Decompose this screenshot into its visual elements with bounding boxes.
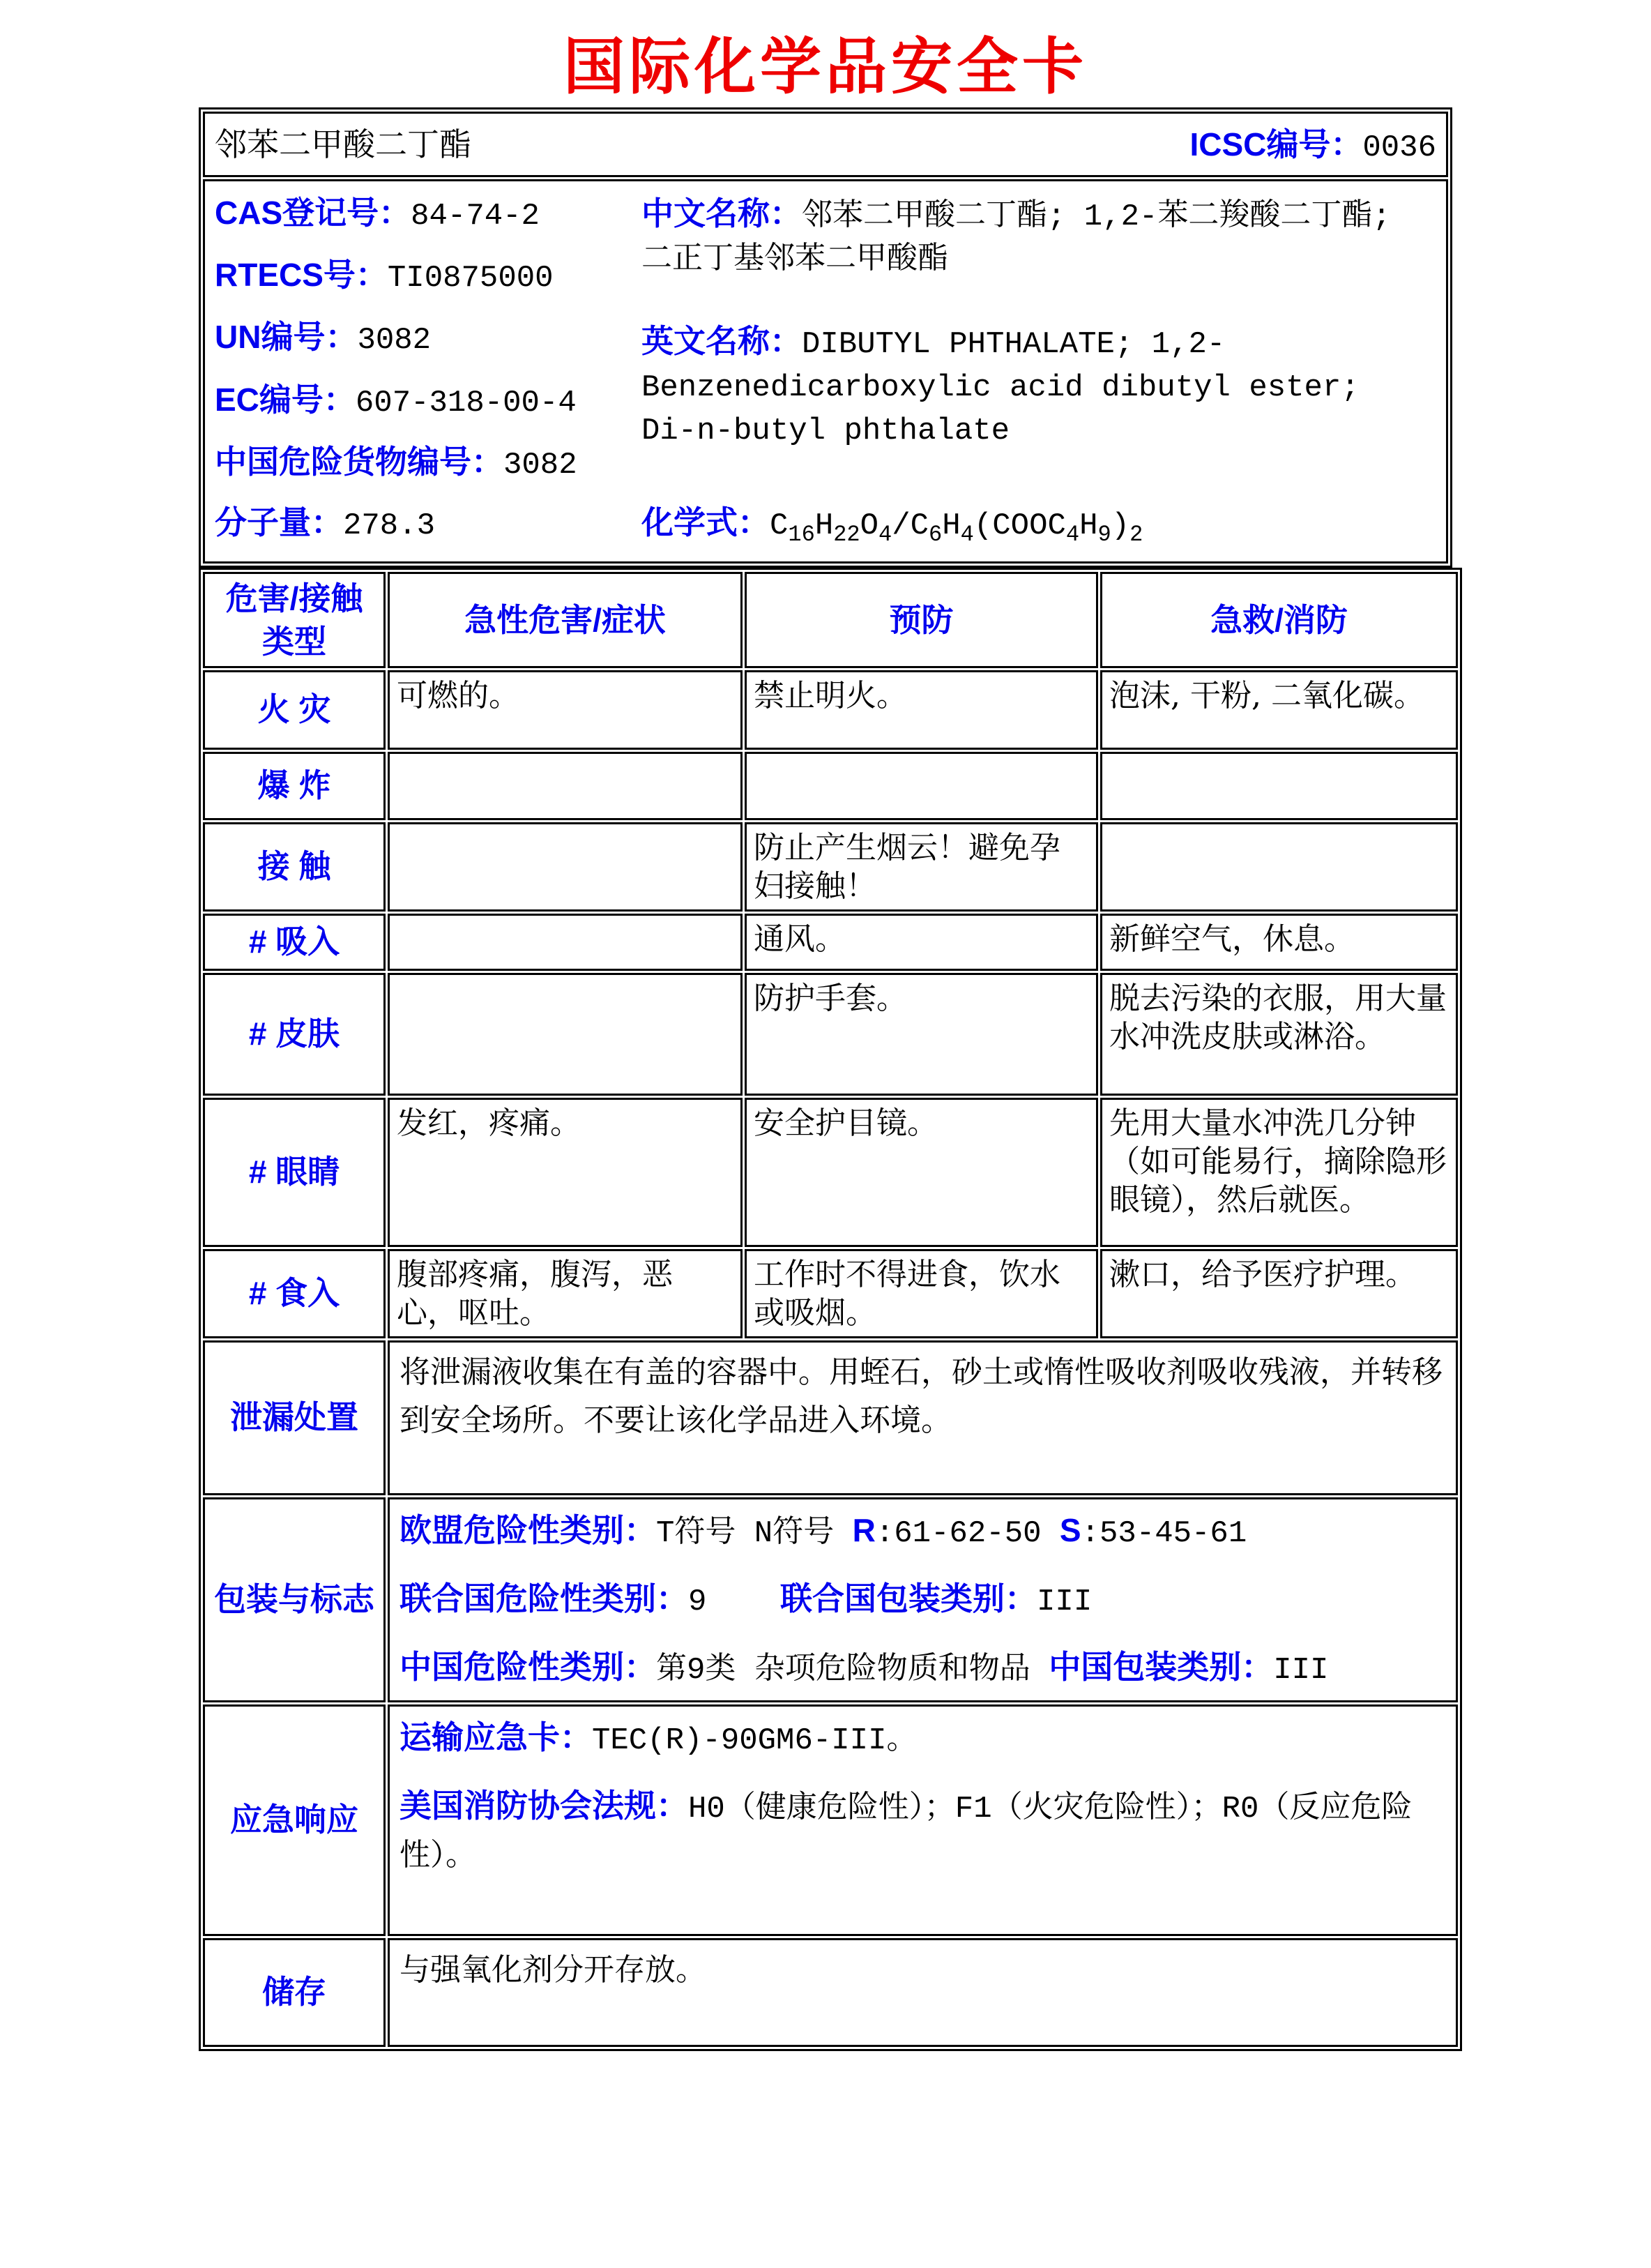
hazard-row-label: 爆 炸 <box>203 752 386 820</box>
hazard-span-row <box>203 1704 1458 1936</box>
formula-label: 化学式： <box>641 504 770 540</box>
registry-number-label: 中国危险货物编号： <box>215 443 503 480</box>
header-prevention: 预防 <box>745 572 1098 668</box>
field-label: 中国包装类别： <box>1049 1649 1274 1686</box>
hazard-row <box>203 822 1458 912</box>
hazard-header-row <box>203 572 1458 668</box>
hazard-cell-prevention: 安全护目镜。 <box>745 1098 1098 1247</box>
hazard-span-content <box>388 1704 1458 1936</box>
hazard-row <box>203 670 1458 750</box>
hazard-cell-symptoms: 腹部疼痛，腹泻，恶心，呕吐。 <box>388 1249 743 1338</box>
hazard-cell-symptoms <box>388 822 743 912</box>
header-acute-symptoms: 急性危害/症状 <box>388 572 743 668</box>
registry-number-label: CAS登记号： <box>215 195 411 231</box>
content-line <box>400 1947 1446 1995</box>
field-label: 中国危险性类别： <box>400 1649 656 1686</box>
registry-number-label: RTECS号： <box>215 257 388 294</box>
content-line <box>400 1575 1446 1625</box>
registry-number-label: UN编号： <box>215 319 358 356</box>
hazard-row-label: 泄漏处置 <box>203 1340 386 1495</box>
hazard-cell-prevention: 防止产生烟云！避免孕妇接触！ <box>745 822 1098 912</box>
hazard-row <box>203 914 1458 971</box>
registry-number-value: 3082 <box>357 323 432 358</box>
hazard-row-label: 接 触 <box>203 822 386 912</box>
hazard-span-content <box>388 1340 1458 1495</box>
hazard-row <box>203 752 1458 820</box>
field-label: 联合国包装类别： <box>780 1580 1037 1617</box>
registry-number-value: 3082 <box>503 447 577 483</box>
hazard-cell-symptoms: 发红，疼痛。 <box>388 1098 743 1247</box>
molecular-weight-label: 分子量： <box>215 504 343 540</box>
hazard-cell-first-aid: 先用大量水冲洗几分钟（如可能易行，摘除隐形眼镜），然后就医。 <box>1100 1098 1458 1247</box>
registry-number-line <box>215 255 641 298</box>
registry-number-value: 84-74-2 <box>411 199 540 234</box>
info-table <box>199 107 1452 568</box>
header-first-aid: 急救/消防 <box>1100 572 1458 668</box>
registry-number-line <box>215 379 641 423</box>
hazard-row-label: # 皮肤 <box>203 973 386 1096</box>
chinese-name-value: 邻苯二甲酸二丁酯; 1,2-苯二羧酸二丁酯; 二正丁基邻苯二甲酸酯 <box>641 199 1391 278</box>
hazard-row-label: 储存 <box>203 1938 386 2047</box>
icsc-value: 0036 <box>1362 130 1436 165</box>
field-value: :61-62-50 <box>875 1516 1060 1552</box>
field-value: :53-45-61 <box>1081 1516 1247 1552</box>
formula-value: $C_{16}H_{22}O_4/C_6H_4(COOC_4H_9)_2$ <box>770 508 1143 547</box>
hazard-span-row <box>203 1340 1458 1495</box>
field-label: 欧盟危险性类别： <box>400 1512 656 1549</box>
substance-header-row <box>203 112 1448 177</box>
registry-number-list <box>215 192 641 504</box>
content-line <box>400 1782 1446 1880</box>
hazard-cell-symptoms <box>388 752 743 820</box>
content-line <box>400 1506 1446 1557</box>
hazard-cell-symptoms: 可燃的。 <box>388 670 743 750</box>
field-label: 美国消防协会法规： <box>400 1787 688 1824</box>
hazard-row <box>203 1098 1458 1247</box>
hazard-row-label: # 吸入 <box>203 914 386 971</box>
header-hazard-type: 危害/接触类型 <box>203 572 386 668</box>
content-line <box>400 1350 1446 1446</box>
registry-number-line <box>215 192 641 236</box>
icsc-document-page <box>0 32 1651 2268</box>
hazard-table-body <box>203 670 1458 2047</box>
hazard-row <box>203 973 1458 1096</box>
hazard-cell-first-aid <box>1100 752 1458 820</box>
names-column <box>641 192 1436 545</box>
english-name-label: 英文名称： <box>641 322 802 359</box>
chinese-name-paragraph <box>641 192 1432 281</box>
registry-number-line <box>215 441 641 485</box>
identification-row <box>203 179 1448 564</box>
hazard-table <box>199 568 1462 2051</box>
field-label: S <box>1059 1512 1081 1549</box>
hazard-span-row <box>203 1938 1458 2047</box>
field-value: 将泄漏液收集在有盖的容器中。用蛭石，砂土或惰性吸收剂吸收残液，并转移到安全场所。不要让该化学品进入环境。 <box>400 1357 1443 1441</box>
field-label: 运输应急卡： <box>400 1719 592 1756</box>
hazard-cell-first-aid: 脱去污染的衣服，用大量水冲洗皮肤或淋浴。 <box>1100 973 1458 1096</box>
english-name-paragraph <box>641 320 1432 452</box>
card-body <box>199 107 1452 2051</box>
hazard-span-content <box>388 1497 1458 1702</box>
hazard-cell-prevention <box>745 752 1098 820</box>
hazard-cell-first-aid: 泡沫, 干粉, 二氧化碳。 <box>1100 670 1458 750</box>
hazard-cell-symptoms <box>388 973 743 1096</box>
hazard-row <box>203 1249 1458 1338</box>
field-value: T符号 N符号 <box>656 1516 853 1552</box>
registry-numbers-column <box>215 192 641 545</box>
field-value: TEC(R)-90GM6-III。 <box>592 1723 918 1759</box>
hazard-cell-first-aid: 漱口，给予医疗护理。 <box>1100 1249 1458 1338</box>
field-label: R <box>852 1512 876 1549</box>
hazard-cell-prevention: 工作时不得进食，饮水或吸烟。 <box>745 1249 1098 1338</box>
hazard-span-row <box>203 1497 1458 1702</box>
hazard-cell-prevention: 防护手套。 <box>745 973 1098 1096</box>
substance-header-cell <box>203 112 1448 177</box>
field-value: III <box>1273 1653 1329 1688</box>
hazard-row-label: # 食入 <box>203 1249 386 1338</box>
hazard-cell-prevention: 禁止明火。 <box>745 670 1098 750</box>
field-value: 第9类 杂项危险物质和物品 <box>656 1653 1049 1688</box>
hazard-row-label: 火 灾 <box>203 670 386 750</box>
page-title: 国际化学品安全卡 <box>563 32 1088 101</box>
registry-number-value: TI0875000 <box>387 261 554 296</box>
formula-line <box>641 504 1432 545</box>
registry-number-label: EC编号： <box>215 381 356 418</box>
icsc-label: ICSC编号： <box>1189 126 1363 162</box>
hazard-cell-first-aid <box>1100 822 1458 912</box>
hazard-row-label: 应急响应 <box>203 1704 386 1936</box>
registry-number-line <box>215 317 641 361</box>
registry-number-value: 607-318-00-4 <box>355 385 577 421</box>
substance-name: 邻苯二甲酸二丁酯 <box>215 126 471 163</box>
hazard-span-content <box>388 1938 1458 2047</box>
field-value: H0（健康危险性）；F1（火灾危险性）；R0（反应危险性）。 <box>400 1792 1413 1875</box>
hazard-row-label: 包装与标志 <box>203 1497 386 1702</box>
hazard-cell-prevention: 通风。 <box>745 914 1098 971</box>
content-line <box>400 1643 1446 1693</box>
icsc-number <box>1189 119 1436 165</box>
hazard-cell-first-aid: 新鲜空气，休息。 <box>1100 914 1458 971</box>
field-label: 联合国危险性类别： <box>400 1580 688 1617</box>
field-value: III <box>1037 1585 1093 1620</box>
molecular-weight-value: 278.3 <box>343 508 436 543</box>
field-value: 与强氧化剂分开存放。 <box>400 1955 706 1990</box>
hazard-cell-symptoms <box>388 914 743 971</box>
hazard-row-label: # 眼睛 <box>203 1098 386 1247</box>
english-name-value: DIBUTYL PHTHALATE; 1,2-Benzenedicarboxylic acid dibutyl ester; Di-n-butyl phthalate <box>641 326 1360 448</box>
chinese-name-label: 中文名称： <box>641 195 802 232</box>
field-value: 9 <box>688 1585 781 1620</box>
identification-cell <box>203 179 1448 564</box>
content-line <box>400 1714 1446 1764</box>
molecular-weight-line <box>215 504 641 545</box>
